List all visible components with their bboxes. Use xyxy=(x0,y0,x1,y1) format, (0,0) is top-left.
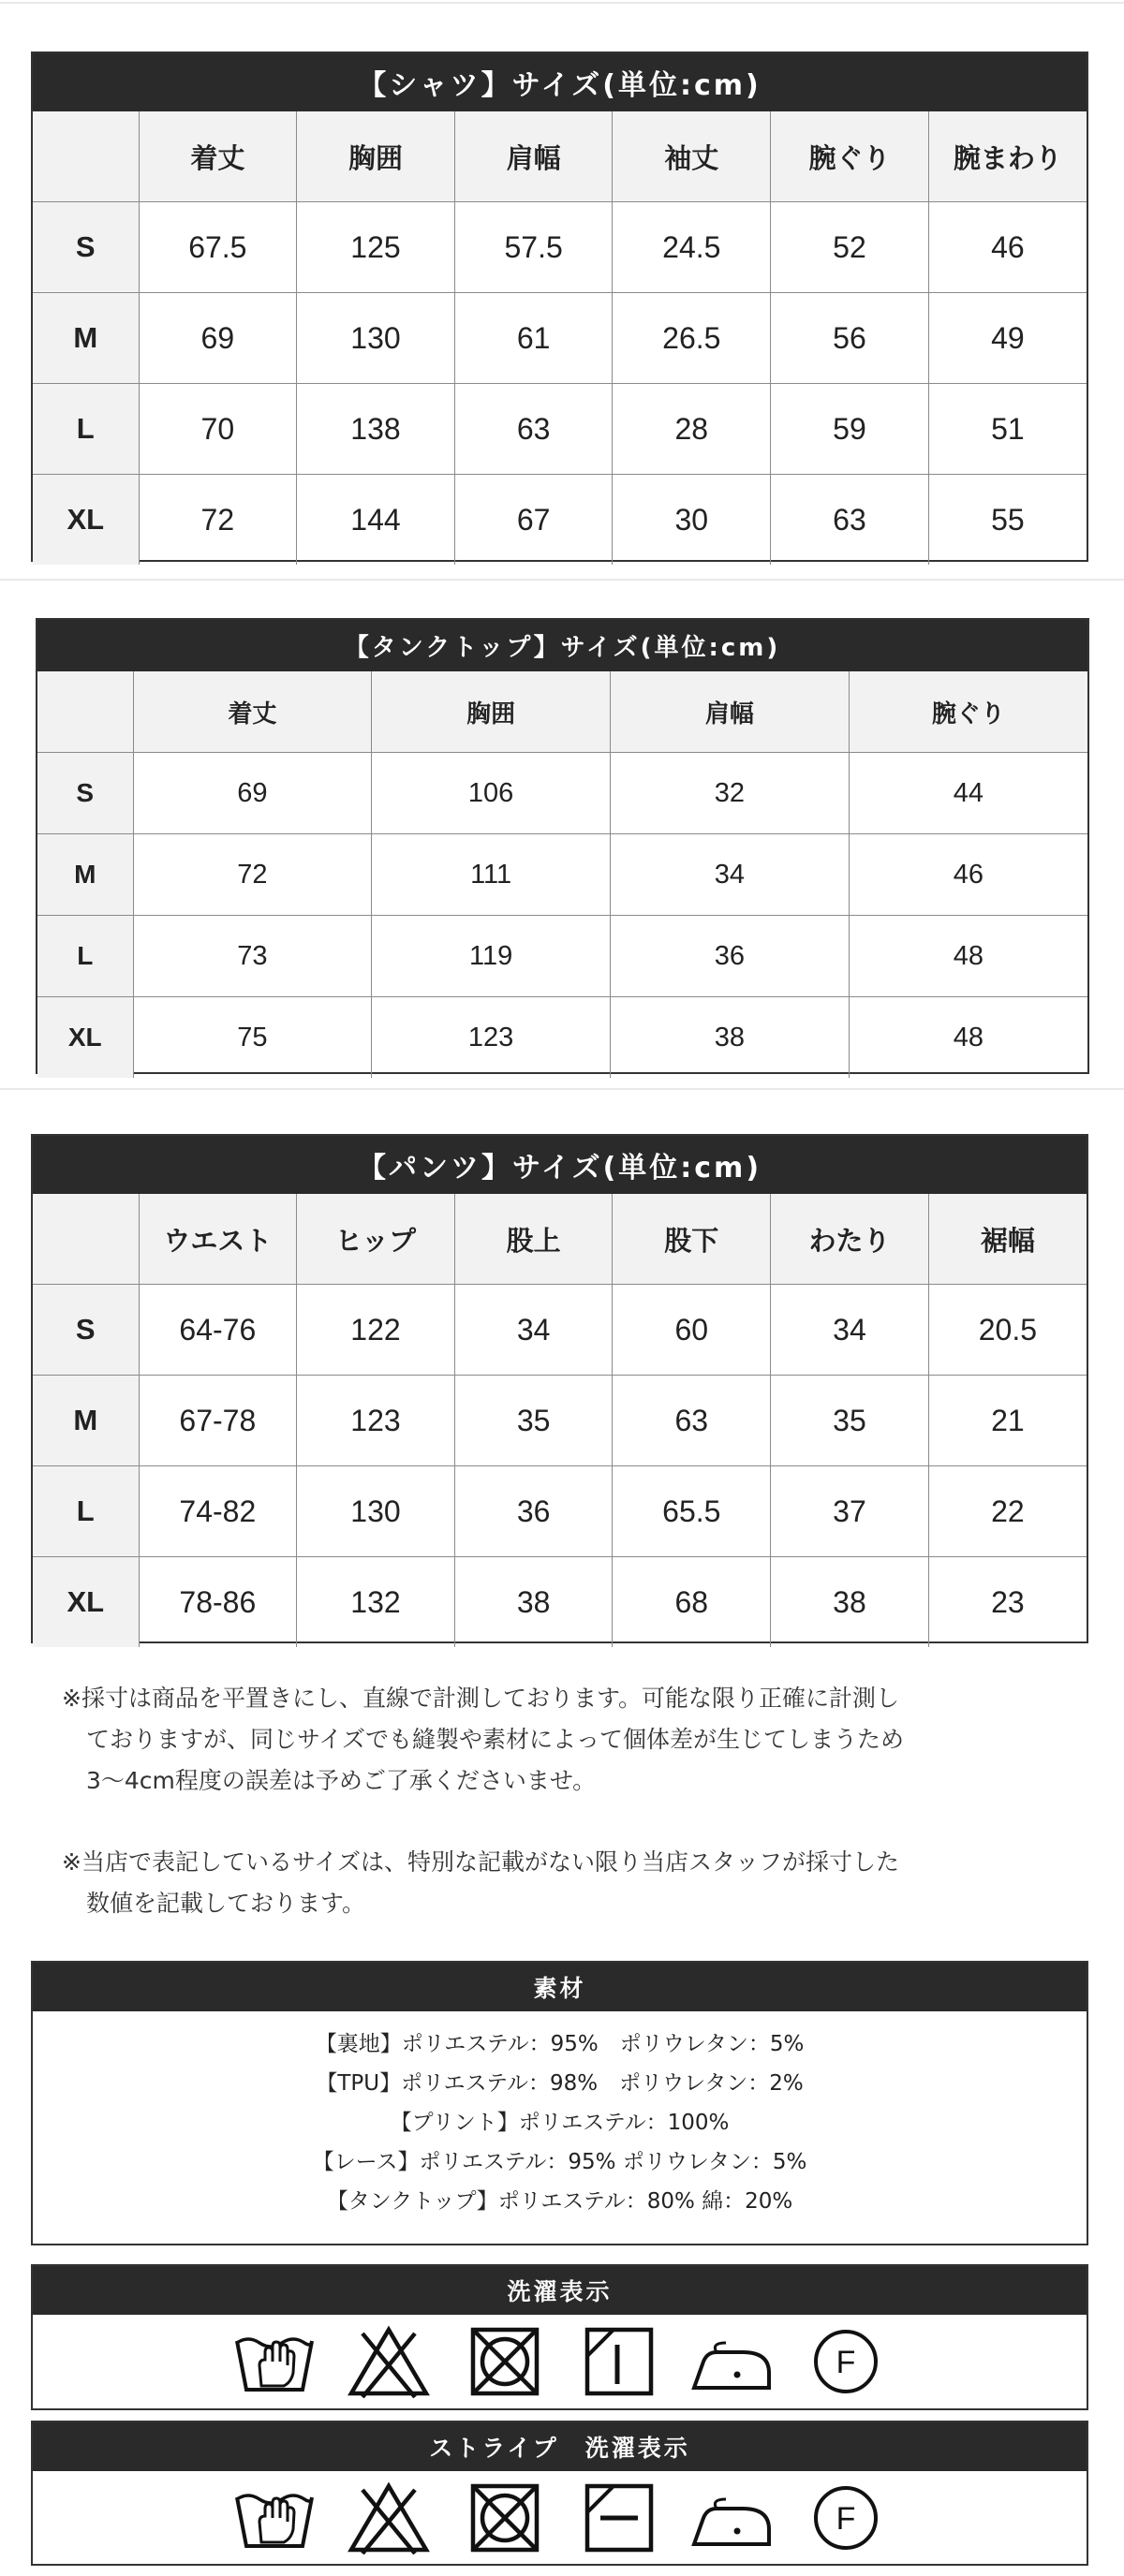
table-cell: 123 xyxy=(297,1376,455,1466)
size-label: L xyxy=(33,1466,139,1557)
table-cell: 75 xyxy=(133,997,372,1079)
table-cell: 69 xyxy=(139,293,297,384)
table-cell: 36 xyxy=(611,916,850,997)
column-header: 着丈 xyxy=(133,671,372,753)
size-label: S xyxy=(33,202,139,293)
table-cell: 132 xyxy=(297,1557,455,1648)
table-row xyxy=(33,1557,1087,1648)
column-header: 股上 xyxy=(454,1194,613,1285)
shirt-size-table xyxy=(31,52,1088,562)
size-label: M xyxy=(33,1376,139,1466)
pants-size-table xyxy=(31,1134,1088,1643)
size-label: XL xyxy=(33,475,139,566)
table-cell: 20.5 xyxy=(928,1285,1087,1376)
flat-dry-shade-icon xyxy=(574,2480,660,2555)
stripe-care-label-box xyxy=(31,2421,1088,2566)
pants-table-title: 【パンツ】サイズ(単位:cm) xyxy=(33,1136,1087,1194)
table-cell: 144 xyxy=(297,475,455,566)
table-cell: 67-78 xyxy=(139,1376,297,1466)
dry-clean-letter: F xyxy=(836,2345,855,2380)
table-cell: 26.5 xyxy=(613,293,771,384)
table-cell: 111 xyxy=(372,834,611,916)
measurement-note xyxy=(62,1678,1055,1802)
no-tumble-dry-icon xyxy=(460,2324,546,2399)
table-cell: 24.5 xyxy=(613,202,771,293)
size-label: S xyxy=(37,753,133,834)
tanktop-table-title: 【タンクトップ】サイズ(単位:cm) xyxy=(37,620,1087,671)
top-divider xyxy=(0,2,1124,4)
note-line: 3〜4cm程度の誤差は予めご了承くださいませ。 xyxy=(86,1767,597,1794)
table-cell: 106 xyxy=(372,753,611,834)
table-cell: 61 xyxy=(454,293,613,384)
column-header: 着丈 xyxy=(139,111,297,202)
stripe-care-title: ストライプ 洗濯表示 xyxy=(33,2422,1087,2471)
column-header: 袖丈 xyxy=(613,111,771,202)
table-cell: 68 xyxy=(613,1557,771,1648)
material-title: 素材 xyxy=(33,1963,1087,2011)
table-cell: 49 xyxy=(928,293,1087,384)
table-cell: 22 xyxy=(928,1466,1087,1557)
dry-clean-f-icon xyxy=(803,2324,889,2399)
material-box xyxy=(31,1961,1088,2245)
shirt-table-title: 【シャツ】サイズ(単位:cm) xyxy=(33,53,1087,111)
care-title: 洗濯表示 xyxy=(33,2266,1087,2315)
table-cell: 125 xyxy=(297,202,455,293)
table-row xyxy=(33,1466,1087,1557)
size-label: M xyxy=(33,293,139,384)
no-tumble-dry-icon xyxy=(460,2480,546,2555)
table-cell: 70 xyxy=(139,384,297,475)
note-line: ※採寸は商品を平置きにし、直線で計測しております。可能な限り正確に計測し xyxy=(62,1685,899,1712)
table-cell: 73 xyxy=(133,916,372,997)
material-line: 【レース】ポリエステル：95% ポリウレタン：5% xyxy=(312,2150,807,2174)
table-cell: 67.5 xyxy=(139,202,297,293)
size-note xyxy=(62,1842,1055,1924)
table-cell: 74-82 xyxy=(139,1466,297,1557)
table-cell: 130 xyxy=(297,1466,455,1557)
table-cell: 46 xyxy=(849,834,1087,916)
table-row xyxy=(33,475,1087,566)
column-header: 肩幅 xyxy=(611,671,850,753)
section-divider xyxy=(0,1088,1124,1090)
tanktop-size-table xyxy=(36,618,1089,1074)
table-cell: 72 xyxy=(139,475,297,566)
header-corner xyxy=(37,671,133,753)
pants-header-row xyxy=(33,1194,1087,1285)
table-cell: 138 xyxy=(297,384,455,475)
table-cell: 23 xyxy=(928,1557,1087,1648)
table-row xyxy=(37,753,1087,834)
material-line: 【プリント】ポリエステル：100% xyxy=(390,2111,730,2135)
table-cell: 72 xyxy=(133,834,372,916)
table-cell: 34 xyxy=(771,1285,929,1376)
table-cell: 63 xyxy=(771,475,929,566)
care-label-box xyxy=(31,2264,1088,2410)
size-label: M xyxy=(37,834,133,916)
size-label: L xyxy=(33,384,139,475)
size-label: XL xyxy=(37,997,133,1079)
table-cell: 34 xyxy=(611,834,850,916)
note-line: ておりますが、同じサイズでも縫製や素材によって個体差が生じてしまうため xyxy=(86,1726,905,1753)
column-header: 腕ぐり xyxy=(849,671,1087,753)
table-cell: 63 xyxy=(454,384,613,475)
column-header: 裾幅 xyxy=(928,1194,1087,1285)
header-corner xyxy=(33,1194,139,1285)
dry-clean-f-icon xyxy=(803,2480,889,2555)
dry-clean-letter: F xyxy=(836,2501,855,2537)
table-cell: 57.5 xyxy=(454,202,613,293)
column-header: 肩幅 xyxy=(454,111,613,202)
table-cell: 119 xyxy=(372,916,611,997)
size-label: S xyxy=(33,1285,139,1376)
shirt-header-row xyxy=(33,111,1087,202)
table-cell: 48 xyxy=(849,916,1087,997)
table-row xyxy=(33,293,1087,384)
table-cell: 36 xyxy=(454,1466,613,1557)
table-row xyxy=(37,997,1087,1079)
table-cell: 56 xyxy=(771,293,929,384)
table-cell: 55 xyxy=(928,475,1087,566)
table-cell: 130 xyxy=(297,293,455,384)
tanktop-header-row xyxy=(37,671,1087,753)
table-cell: 30 xyxy=(613,475,771,566)
table-row xyxy=(33,1376,1087,1466)
table-row xyxy=(37,916,1087,997)
table-cell: 38 xyxy=(771,1557,929,1648)
no-bleach-icon xyxy=(346,2480,432,2555)
material-line: 【タンクトップ】ポリエステル：80% 綿：20% xyxy=(326,2189,793,2214)
table-cell: 34 xyxy=(454,1285,613,1376)
iron-low-icon xyxy=(688,2480,775,2555)
table-cell: 63 xyxy=(613,1376,771,1466)
note-line: 数値を記載しております。 xyxy=(86,1890,366,1917)
column-header: 腕ぐり xyxy=(771,111,929,202)
material-line: 【裏地】ポリエステル：95% ポリウレタン：5% xyxy=(315,2032,805,2056)
section-divider xyxy=(0,579,1124,581)
line-dry-shade-icon xyxy=(574,2324,660,2399)
table-cell: 60 xyxy=(613,1285,771,1376)
table-cell: 32 xyxy=(611,753,850,834)
column-header: 腕まわり xyxy=(928,111,1087,202)
table-cell: 28 xyxy=(613,384,771,475)
table-cell: 44 xyxy=(849,753,1087,834)
table-cell: 69 xyxy=(133,753,372,834)
table-cell: 78-86 xyxy=(139,1557,297,1648)
material-line: 【TPU】ポリエステル：98% ポリウレタン：2% xyxy=(316,2071,804,2096)
table-cell: 48 xyxy=(849,997,1087,1079)
table-cell: 38 xyxy=(611,997,850,1079)
column-header: わたり xyxy=(771,1194,929,1285)
table-cell: 59 xyxy=(771,384,929,475)
no-bleach-icon xyxy=(346,2324,432,2399)
hand-wash-icon xyxy=(231,2324,318,2399)
table-row xyxy=(33,384,1087,475)
iron-low-icon xyxy=(688,2324,775,2399)
table-cell: 122 xyxy=(297,1285,455,1376)
header-corner xyxy=(33,111,139,202)
table-row xyxy=(33,1285,1087,1376)
table-cell: 37 xyxy=(771,1466,929,1557)
table-cell: 21 xyxy=(928,1376,1087,1466)
table-cell: 52 xyxy=(771,202,929,293)
table-cell: 38 xyxy=(454,1557,613,1648)
table-row xyxy=(33,202,1087,293)
table-cell: 46 xyxy=(928,202,1087,293)
column-header: ヒップ xyxy=(297,1194,455,1285)
column-header: ウエスト xyxy=(139,1194,297,1285)
size-label: XL xyxy=(33,1557,139,1648)
note-line: ※当店で表記しているサイズは、特別な記載がない限り当店スタッフが採寸した xyxy=(62,1848,899,1876)
column-header: 胸囲 xyxy=(372,671,611,753)
hand-wash-icon xyxy=(231,2480,318,2555)
table-cell: 64-76 xyxy=(139,1285,297,1376)
table-cell: 67 xyxy=(454,475,613,566)
table-cell: 51 xyxy=(928,384,1087,475)
column-header: 股下 xyxy=(613,1194,771,1285)
table-cell: 35 xyxy=(454,1376,613,1466)
column-header: 胸囲 xyxy=(297,111,455,202)
table-cell: 35 xyxy=(771,1376,929,1466)
table-cell: 123 xyxy=(372,997,611,1079)
table-cell: 65.5 xyxy=(613,1466,771,1557)
size-label: L xyxy=(37,916,133,997)
table-row xyxy=(37,834,1087,916)
